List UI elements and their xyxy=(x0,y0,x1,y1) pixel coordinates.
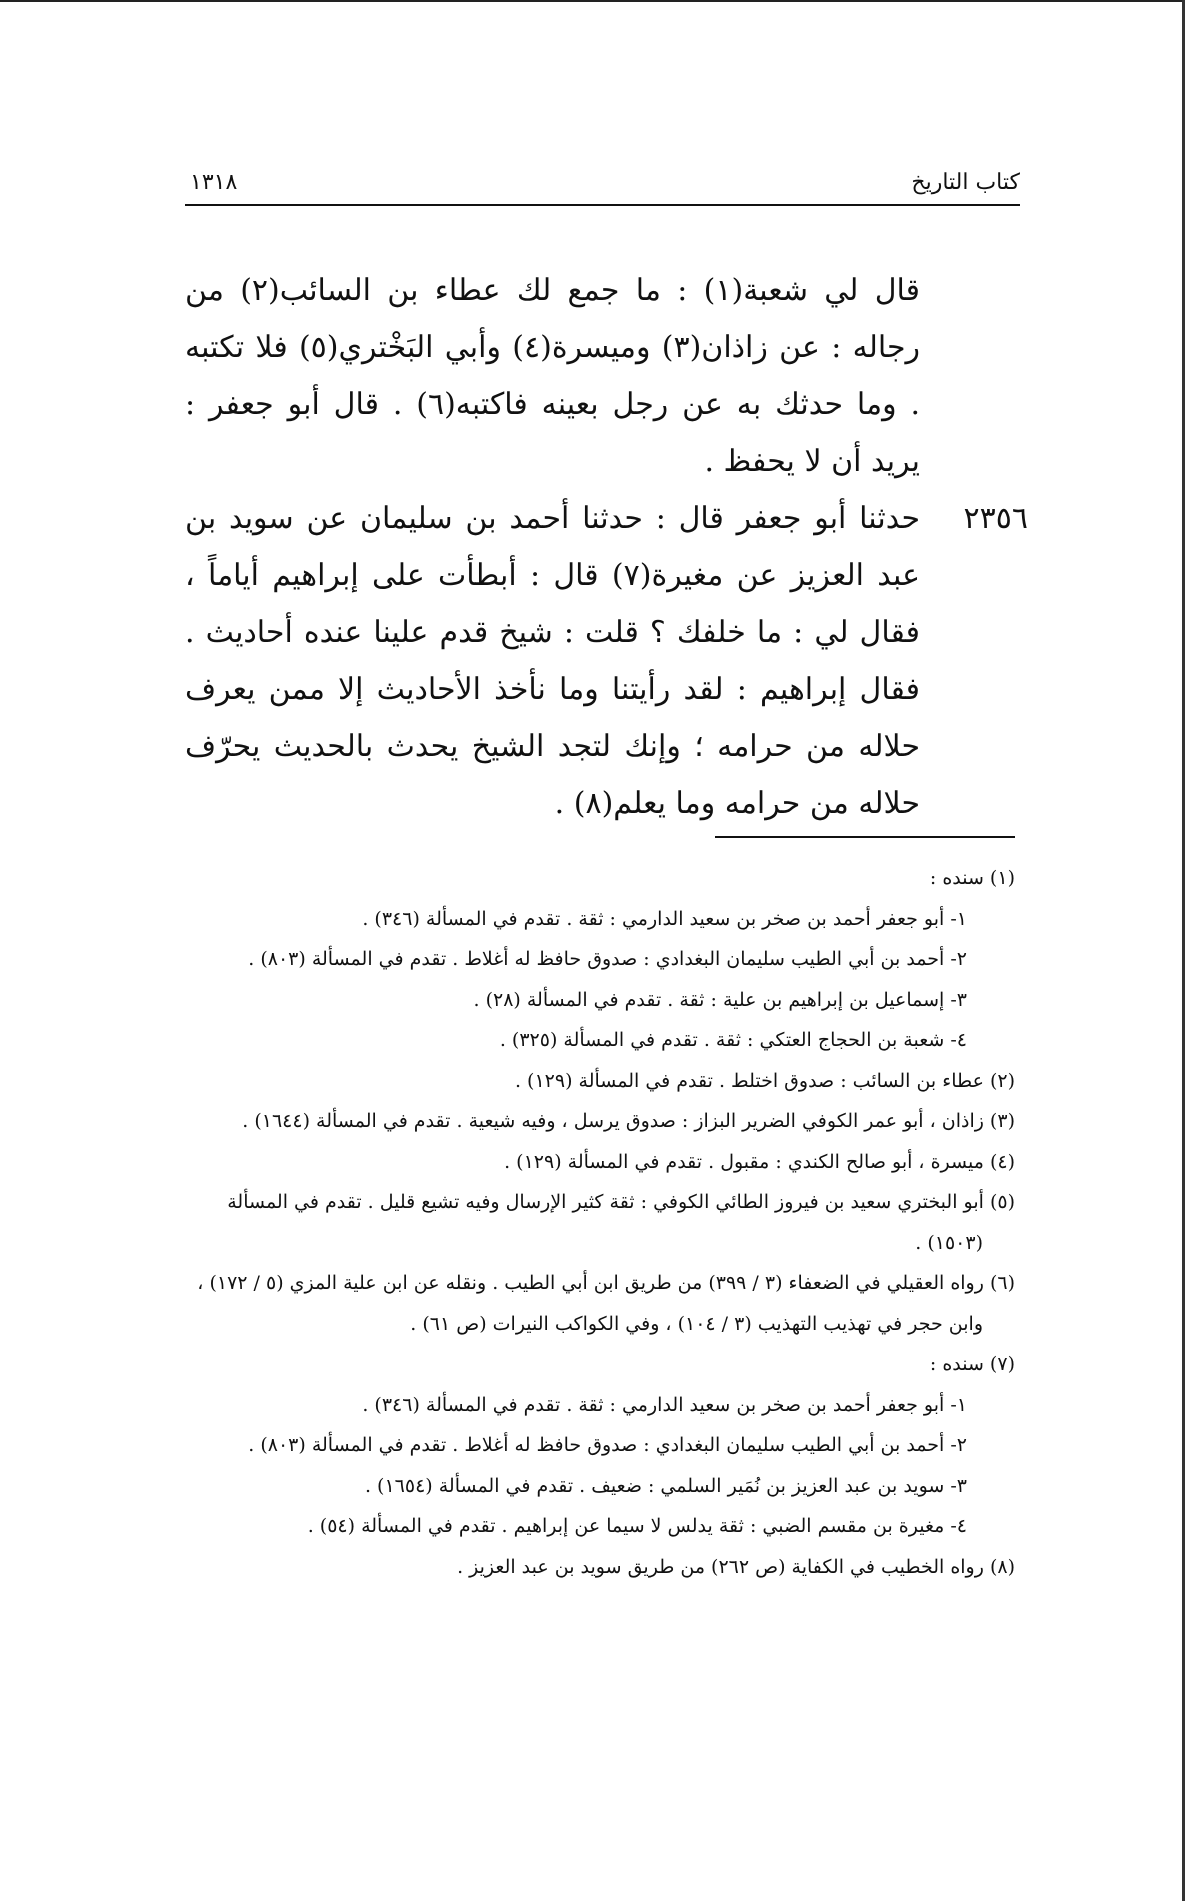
main-text xyxy=(185,262,1028,832)
footnote-7-heading: (٧) سنده : xyxy=(929,1353,1015,1375)
footnote-1-line-1: ١- أبو جعفر أحمد بن صخر بن سعيد الدارمي : ثقة . تقدم في المسألة (٣٤٦) . xyxy=(362,907,967,930)
footnotes xyxy=(185,858,1015,1587)
footnote-3: (٣) زاذان ، أبو عمر الكوفي الضرير البزاز : صدوق يرسل ، وفيه شيعية . تقدم في المسألة (١٦٤٤) . xyxy=(242,1110,1015,1132)
footnote-7-line-2: ٢- أحمد بن أبي الطيب سليمان البغدادي : صدوق حافظ له أغلاط . تقدم في المسألة (٨٠٣) . xyxy=(248,1434,967,1456)
footnote-separator xyxy=(715,836,1015,838)
footnote-6-continued: وابن حجر في تهذيب التهذيب (٣ / ١٠٤) ، وفي الكواكب النيرات (ص ٦١) . xyxy=(410,1312,983,1335)
footnote-1-line-4: ٤- شعبة بن الحجاج العتكي : ثقة . تقدم في المسألة (٣٢٥) . xyxy=(499,1029,967,1051)
footnote-7-line-4: ٤- مغيرة بن مقسم الضبي : ثقة يدلس لا سيما عن إبراهيم . تقدم في المسألة (٥٤) . xyxy=(307,1515,967,1537)
footnote-7-line-1: ١- أبو جعفر أحمد بن صخر بن سعيد الدارمي : ثقة . تقدم في المسألة (٣٤٦) . xyxy=(362,1393,967,1416)
footnote-2: (٢) عطاء بن السائب : صدوق اختلط . تقدم في المسألة (١٢٩) . xyxy=(514,1069,1015,1092)
footnote-8: (٨) رواه الخطيب في الكفاية (ص ٢٦٢) من طريق سويد بن عبد العزيز . xyxy=(457,1555,1015,1578)
footnote-1-heading: (١) سنده : xyxy=(929,867,1015,889)
footnote-5-continued: (١٥٠٣) . xyxy=(915,1231,983,1254)
numbered-item xyxy=(185,490,1028,832)
footnote-5: (٥) أبو البختري سعيد بن فيروز الطائي الكوفي : ثقة كثير الإرسال وفيه تشيع قليل . تقدم في المسألة xyxy=(227,1191,1015,1213)
footnote-4: (٤) ميسرة ، أبو صالح الكندي : مقبول . تقدم في المسألة (١٢٩) . xyxy=(504,1150,1015,1173)
page-top-edge xyxy=(0,0,1185,2)
paragraph-2: حدثنا أبو جعفر قال : حدثنا أحمد بن سليمان عن سويد بن عبد العزيز عن مغيرة(٧) قال : أبطأت على إبراهيم أياماً ، فقال لي : ما خلفك ؟ قلت : شيخ قدم علينا عنده أحاديث . فقال إبراهيم : لقد رأيتنا وما نأخذ الأحاديث إلا ممن يعرف حلاله من حرامه ؛ وإنك لتجد الشيخ يحدث بالحديث يحرّف حلاله من حرامه وما يعلم(٨) . xyxy=(185,501,920,821)
footnote-1-line-2: ٢- أحمد بن أبي الطيب سليمان البغدادي : صدوق حافظ له أغلاط . تقدم في المسألة (٨٠٣) . xyxy=(248,948,967,970)
page-header xyxy=(185,170,1020,206)
running-title: كتاب التاريخ xyxy=(911,170,1020,195)
item-number: ٢٣٥٦ xyxy=(963,501,1028,536)
footnote-7-line-3: ٣- سويد بن عبد العزيز بن نُمَير السلمي : ضعيف . تقدم في المسألة (١٦٥٤) . xyxy=(364,1474,967,1497)
page-number: ١٣١٨ xyxy=(190,170,238,195)
paragraph-1: قال لي شعبة(١) : ما جمع لك عطاء بن السائب(٢) من رجاله : عن زاذان(٣) وميسرة(٤) وأبي البَخْتري(٥) فلا تكتبه . وما حدثك به عن رجل بعينه فاكتبه(٦) . قال أبو جعفر : يريد أن لا يحفظ . xyxy=(185,273,921,479)
footnote-1-line-3: ٣- إسماعيل بن إبراهيم بن علية : ثقة . تقدم في المسألة (٢٨) . xyxy=(473,988,967,1011)
footnote-6: (٦) رواه العقيلي في الضعفاء (٣ / ٣٩٩) من طريق ابن أبي الطيب . ونقله عن ابن علية المزي (٥ / ١٧٢) ، xyxy=(197,1272,1015,1294)
